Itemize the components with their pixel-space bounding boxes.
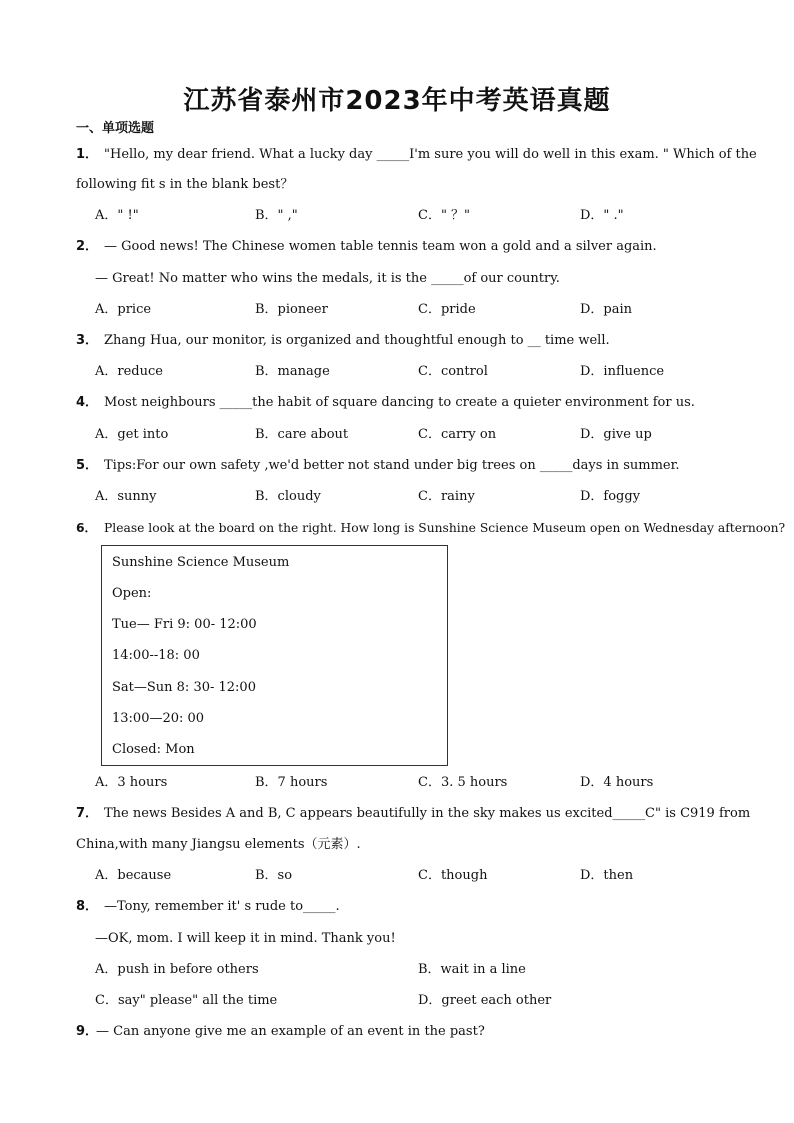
option-a: A．3 hours	[95, 775, 168, 790]
option-c: C．pride	[418, 302, 476, 317]
museum-board	[101, 545, 448, 766]
option-a: A．reduce	[95, 364, 163, 379]
option-d: D．pain	[580, 302, 633, 317]
board-title: Sunshine Science Museum	[112, 555, 290, 570]
question-number: 4．	[76, 395, 99, 410]
option-c: C．rainy	[418, 489, 475, 504]
option-c: C．though	[418, 868, 488, 883]
question-3	[76, 333, 610, 349]
option-b: B．manage	[255, 364, 330, 379]
question-number: 1．	[76, 147, 99, 162]
option-b: B．7 hours	[255, 775, 328, 790]
question-8-continued: —OK, mom. I will keep it in mind. Thank you!	[95, 931, 396, 946]
option-b: B．pioneer	[255, 302, 328, 317]
question-text: —Tony, remember it' s rude to_____.	[104, 899, 340, 914]
question-5	[76, 458, 680, 474]
question-text: The news Besides A and B, C appears beautifully in the sky makes us excited_____C" is C919 from	[104, 806, 751, 821]
question-number: 5．	[76, 458, 99, 473]
page-title: 江苏省泰州市2023年中考英语真题	[183, 86, 611, 116]
question-1-continued: following fit s in the blank best？	[76, 177, 294, 192]
option-c: C．carry on	[418, 427, 497, 442]
question-text: "Hello, my dear friend. What a lucky day _____I'm sure you will do well in this exam. " Which of the	[104, 147, 757, 162]
question-7-continued: China,with many Jiangsu elements（元素）.	[76, 837, 361, 852]
option-a: A．get into	[95, 427, 169, 442]
option-b: B．" ,"	[255, 208, 298, 223]
option-b: B．so	[255, 868, 293, 883]
option-a: A．push in before others	[95, 962, 259, 977]
board-open-label: Open:	[112, 586, 152, 601]
question-text: Tips:For our own safety ,we'd better not stand under big trees on _____days in summer.	[104, 458, 680, 473]
question-number: 7．	[76, 806, 99, 821]
question-text: Most neighbours _____the habit of square dancing to create a quieter environment for us.	[104, 395, 695, 410]
option-b: B．care about	[255, 427, 349, 442]
option-b: B．wait in a line	[418, 962, 526, 977]
board-weekday-afternoon: 14:00--18: 00	[112, 648, 200, 663]
option-b: B．cloudy	[255, 489, 321, 504]
board-weekend-afternoon: 13:00—20: 00	[112, 711, 205, 726]
question-number: 9．	[76, 1024, 99, 1039]
board-closed: Closed: Mon	[112, 742, 195, 757]
question-number: 3．	[76, 333, 99, 348]
question-text: — Can anyone give me an example of an event in the past?	[96, 1024, 485, 1039]
option-a: A．" !"	[95, 208, 139, 223]
question-number: 8．	[76, 899, 99, 914]
board-weekday-morning: Tue— Fri 9: 00- 12:00	[112, 617, 257, 632]
option-d: D．then	[580, 868, 634, 883]
option-c: C．say" please" all the time	[95, 993, 278, 1008]
question-4	[76, 395, 695, 411]
question-number: 2．	[76, 239, 99, 254]
question-8	[76, 899, 340, 915]
option-a: A．sunny	[95, 489, 157, 504]
option-c: C．3. 5 hours	[418, 775, 508, 790]
question-text: Zhang Hua, our monitor, is organized and thoughtful enough to __ time well.	[104, 333, 610, 348]
question-6	[76, 520, 785, 536]
question-number: 6．	[76, 521, 97, 535]
option-a: A．because	[95, 868, 172, 883]
option-d: D．greet each other	[418, 993, 552, 1008]
option-a: A．price	[95, 302, 152, 317]
question-1	[76, 147, 757, 163]
option-d: D．influence	[580, 364, 665, 379]
question-2-continued: — Great! No matter who wins the medals, it is the _____of our country.	[95, 271, 560, 286]
option-d: D．foggy	[580, 489, 641, 504]
option-d: D．give up	[580, 427, 652, 442]
option-c: C．control	[418, 364, 488, 379]
option-d: D．" ."	[580, 208, 624, 223]
option-d: D．4 hours	[580, 775, 654, 790]
question-9	[76, 1024, 485, 1040]
question-2	[76, 239, 657, 255]
section-heading: 一、单项选题	[76, 121, 155, 136]
question-7	[76, 806, 750, 822]
option-c: C．" ？"	[418, 208, 471, 223]
board-weekend-morning: Sat—Sun 8: 30- 12:00	[112, 680, 256, 695]
question-text: Please look at the board on the right. How long is Sunshine Science Museum open on Wednesday afternoon?	[104, 521, 786, 535]
question-text: — Good news! The Chinese women table tennis team won a gold and a silver again.	[104, 239, 657, 254]
